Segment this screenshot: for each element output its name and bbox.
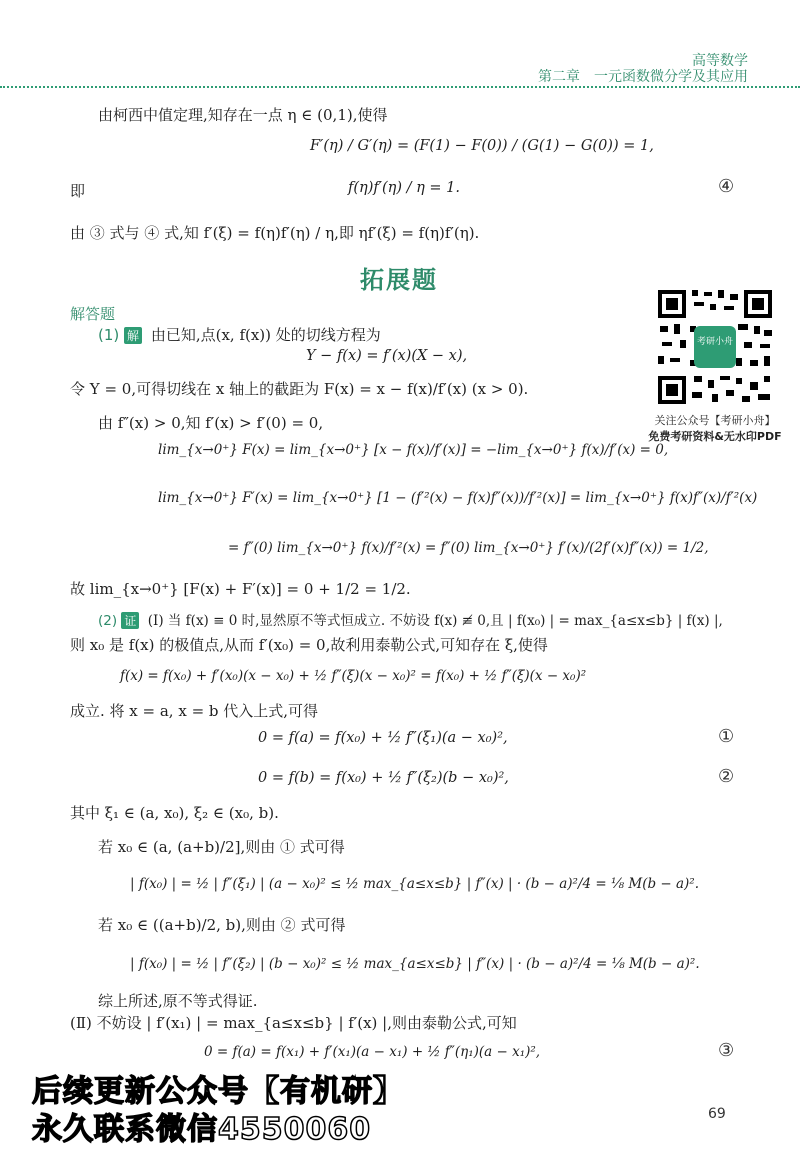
limit-2: lim_{x→0⁺} F′(x) = lim_{x→0⁺} [1 − (f′²(x) − f(x)f″(x))/f′²(x)] = lim_{x→0⁺} f(x)f″(x)/f′²(x) <box>158 490 758 506</box>
equation-c: 0 = f(a) = f(x₁) + f′(x₁)(a − x₁) + ½ f″(η₁)(a − x₁)², <box>204 1044 541 1060</box>
qr-caption-1: 关注公众号【考研小舟】 <box>654 414 776 427</box>
part2-line-5: (Ⅱ) 不妨设 | f′(x₁) | = max_{a≤x≤b} | f′(x) |,则由泰勒公式,可知 <box>70 1014 517 1032</box>
case-1: 若 x₀ ∈ (a, (a+b)/2],则由 ① 式可得 <box>98 838 345 856</box>
part1-line-1 <box>98 324 381 345</box>
limit-1: lim_{x→0⁺} F(x) = lim_{x→0⁺} [x − f(x)/f′(x)] = −lim_{x→0⁺} f(x)/f′(x) = 0, <box>158 442 669 458</box>
proof-tag: 证 <box>121 612 139 629</box>
proof-eq-2: f(η)f′(η) / η = 1. <box>348 180 461 196</box>
eq-number-2: ② <box>718 766 735 787</box>
part1-label: (1) <box>98 326 120 344</box>
taylor-expansion: f(x) = f(x₀) + f′(x₀)(x − x₀) + ½ f″(ξ)(x − x₀)² = f(x₀) + ½ f″(ξ)(x − x₀)² <box>120 668 587 684</box>
equation-a: 0 = f(a) = f(x₀) + ½ f″(ξ₁)(a − x₀)², <box>258 730 508 746</box>
eq-number-1: ① <box>718 726 735 747</box>
part2-line-2: 则 x₀ 是 f(x) 的极值点,从而 f′(x₀) = 0,故利用泰勒公式,可知存在 ξ,使得 <box>70 636 548 654</box>
watermark-line-2: 永久联系微信4550060 <box>32 1112 372 1147</box>
part2-label: (2) <box>98 613 118 629</box>
section-title: 拓展题 <box>360 266 438 294</box>
watermark-line-1: 后续更新公众号【有机研】 <box>32 1074 404 1109</box>
label-ji: 即 <box>70 182 86 200</box>
case-2: 若 x₀ ∈ ((a+b)/2, b),则由 ② 式可得 <box>98 916 346 934</box>
proof-eq-1: F′(η) / G′(η) = (F(1) − F(0)) / (G(1) − G(0)) = 1, <box>310 138 654 154</box>
proof-line-1: 由柯西中值定理,知存在一点 η ∈ (0,1),使得 <box>98 106 388 124</box>
equation-b: 0 = f(b) = f(x₀) + ½ f″(ξ₂)(b − x₀)², <box>258 770 509 786</box>
header-divider <box>0 86 800 88</box>
eq-number-4: ④ <box>718 176 735 197</box>
part2-text-1: (Ⅰ) 当 f(x) ≡ 0 时,显然原不等式恒成立. 不妨设 f(x) ≢ 0,且 | f(x₀) | = max_{a≤x≤b} | f(x) |, <box>147 613 723 629</box>
section-subtitle: 解答题 <box>70 305 116 323</box>
part2-line-4: 其中 ξ₁ ∈ (a, x₀), ξ₂ ∈ (x₀, b). <box>70 804 279 822</box>
inequality-2: | f(x₀) | = ½ | f″(ξ₂) | (b − x₀)² ≤ ½ max_{a≤x≤b} | f″(x) | · (b − a)²/4 = ⅛ M(b − a)². <box>130 956 700 972</box>
qr-caption-2: 免费考研资料&无水印PDF <box>648 430 782 443</box>
part2-line-3: 成立. 将 x = a, x = b 代入上式,可得 <box>70 702 319 720</box>
part1-line-3: 由 f″(x) > 0,知 f′(x) > f′(0) = 0, <box>98 414 324 432</box>
inequality-1: | f(x₀) | = ½ | f″(ξ₁) | (a − x₀)² ≤ ½ max_{a≤x≤b} | f″(x) | · (b − a)²/4 = ⅛ M(b − a)². <box>130 876 700 892</box>
part1-text-1: 由已知,点(x, f(x)) 处的切线方程为 <box>150 326 381 344</box>
book-title: 高等数学 <box>692 53 748 69</box>
summary-line: 综上所述,原不等式得证. <box>98 992 258 1010</box>
eq-number-3: ③ <box>718 1040 735 1061</box>
qr-badge: 考研小舟 <box>696 337 733 347</box>
page-number: 69 <box>708 1106 726 1122</box>
limit-3: = f″(0) lim_{x→0⁺} f(x)/f′²(x) = f″(0) lim_{x→0⁺} f′(x)/(2f′(x)f″(x)) = 1/2, <box>228 540 709 556</box>
solution-tag: 解 <box>124 327 142 344</box>
part1-conclusion: 故 lim_{x→0⁺} [F(x) + F′(x)] = 0 + 1/2 = 1/2. <box>70 580 411 598</box>
part1-line-2: 令 Y = 0,可得切线在 x 轴上的截距为 F(x) = x − f(x)/f′(x) (x > 0). <box>70 380 529 398</box>
part2-line-1 <box>98 609 723 629</box>
chapter-title: 第二章 一元函数微分学及其应用 <box>538 69 748 85</box>
proof-line-3: 由 ③ 式与 ④ 式,知 f′(ξ) = f(η)f′(η) / η,即 ηf′(ξ) = f(η)f′(η). <box>70 224 480 242</box>
tangent-equation: Y − f(x) = f′(x)(X − x), <box>306 348 468 364</box>
